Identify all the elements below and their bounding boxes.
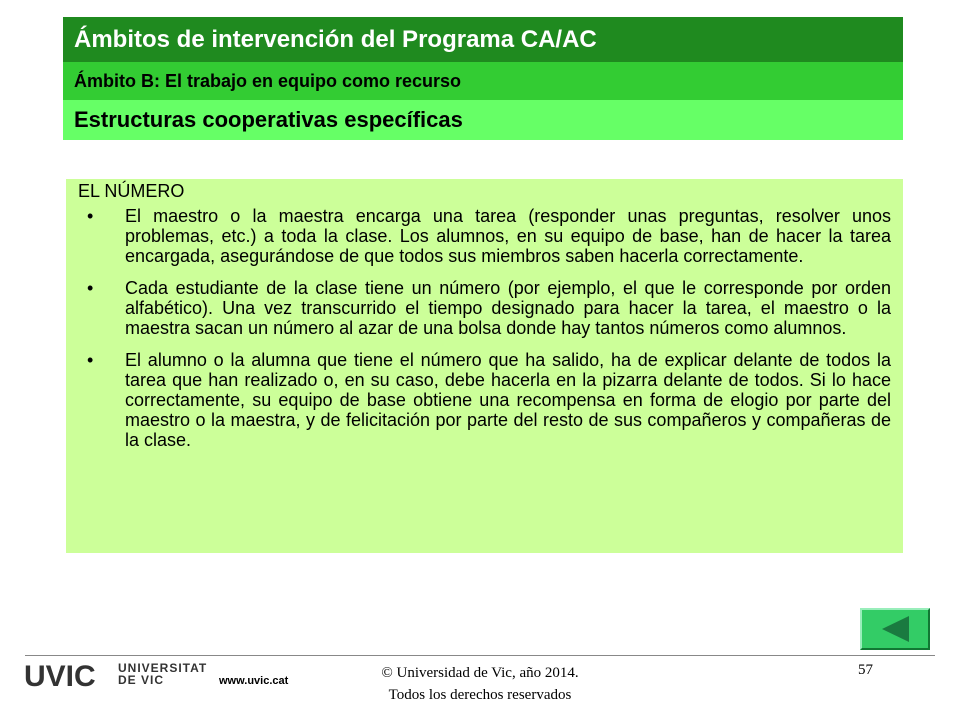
uvic-logo bbox=[24, 660, 116, 695]
uvic-logo-mark bbox=[24, 660, 116, 690]
content-heading: EL NÚMERO bbox=[78, 181, 185, 201]
svg-text:UVIC: UVIC bbox=[24, 660, 96, 690]
website-link[interactable]: www.uvic.cat bbox=[219, 675, 289, 687]
university-name bbox=[118, 662, 207, 686]
copyright-line2: Todos los derechos reservados bbox=[388, 687, 572, 703]
university-name-line1: UNIVERSITAT bbox=[118, 661, 208, 675]
content-box bbox=[66, 179, 903, 553]
bullet-text: El maestro o la maestra encarga una tarea (responder unas preguntas, resolver unos problemas, etc.) a toda la clase. Los alumnos, en su equipo de base, han de hacer la tarea encargada, asegurándose de que todos sus miembros saben hacerla correctamente. bbox=[125, 206, 891, 266]
bullet-item bbox=[78, 350, 891, 450]
bullet-item bbox=[78, 278, 891, 338]
bullet-marker: • bbox=[87, 278, 94, 298]
back-triangle-icon bbox=[862, 610, 928, 648]
copyright-notice bbox=[340, 662, 620, 706]
bullet-text: El alumno o la alumna que tiene el número que ha salido, ha de explicar delante de todos la tarea que han realizado o, en su caso, debe hacerla en la pizarra delante de todos. Si lo hace correctamente, su equipo de base obtiene una recompensa en forma de elogio por parte del maestro o la maestra, y de felicitación por parte del resto de sus compañeros y compañeras de la clase. bbox=[125, 350, 891, 450]
slide-subtitle: Ámbito B: El trabajo en equipo como recurso bbox=[63, 62, 903, 100]
footer-divider bbox=[25, 655, 935, 656]
back-button[interactable] bbox=[860, 608, 930, 650]
section-title: Estructuras cooperativas específicas bbox=[63, 100, 903, 140]
bullet-marker: • bbox=[87, 206, 94, 226]
copyright-line1: © Universidad de Vic, año 2014. bbox=[381, 665, 579, 681]
slide-title: Ámbitos de intervención del Programa CA/AC bbox=[63, 17, 903, 62]
bullet-marker: • bbox=[87, 350, 94, 370]
bullet-text: Cada estudiante de la clase tiene un número (por ejemplo, el que le corresponde por orden alfabético). Una vez transcurrido el tiempo designado para hacer la tarea, el maestro o la maestra sacan un número al azar de una bolsa donde hay tantos números como alumnos. bbox=[125, 278, 891, 338]
page-number: 57 bbox=[858, 662, 873, 678]
bullet-item bbox=[78, 206, 891, 266]
university-name-line2: DE VIC bbox=[118, 673, 165, 687]
